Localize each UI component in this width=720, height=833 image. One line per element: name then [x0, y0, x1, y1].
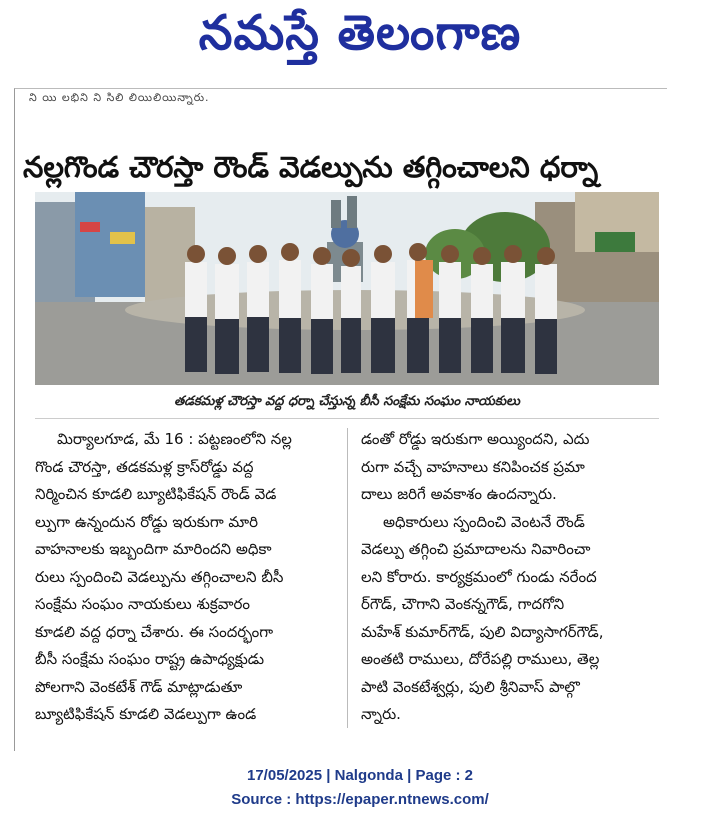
news-clipping — [14, 88, 667, 751]
column-line: రుగా వచ్చే వాహనాలు కనిపించక ప్రమా — [361, 457, 585, 476]
column-line: సంక్షేమ సంఘం నాయకులు శుక్రవారం — [35, 595, 250, 613]
article-body — [35, 426, 659, 746]
column-line: న్నారు. — [361, 705, 401, 723]
column-divider — [347, 428, 348, 728]
column-line: వాహనాలకు ఇబ్బందిగా మారిందని అధికా — [35, 540, 272, 558]
previous-article-fragment: ని యి లభిని ని సిలి లియిలియిన్నారు. — [29, 91, 210, 104]
article-photo — [35, 192, 659, 385]
newspaper-title: నమస్తే తెలంగాణ — [198, 5, 522, 61]
masthead — [0, 0, 720, 78]
column-line: ల్పుగా ఉన్నందున రోడ్డు ఇరుకుగా మారి — [35, 512, 258, 531]
column-line: అధికారులు స్పందించి వెంటనే రౌండ్ — [383, 512, 585, 531]
column-line: డంతో రోడ్డు ఇరుకుగా అయ్యిందని, ఎదు — [361, 430, 590, 448]
column-line: మిర్యాలగూడ, మే 16 : పట్టణంలోని నల్ల — [57, 430, 292, 448]
column-line: బీసీ సంక్షేమ సంఘం రాష్ట్ర ఉపాధ్యక్షుడు — [35, 650, 265, 668]
epaper-footer — [0, 764, 720, 812]
article-column-left — [35, 426, 333, 729]
column-line: పాటి వెంకటేశ్వర్లు, పులి శ్రీనివాస్ పాల్గొ — [361, 677, 580, 696]
column-line: వెడల్పు తగ్గించి ప్రమాదాలను నివారించా — [361, 540, 591, 558]
article-column-right — [361, 426, 659, 729]
source-link[interactable]: Source : https://epaper.ntnews.com/ — [231, 791, 489, 808]
column-line: పోలగాని వెంకటేశ్ గౌడ్ మాట్లాడుతూ — [35, 677, 243, 696]
column-line: మహేశ్ కుమార్‌గౌడ్, పులి విద్యాసాగర్‌గౌడ్, — [361, 622, 604, 641]
article-headline: నల్లగొండ చౌరస్తా రౌండ్ వెడల్పును తగ్గించాలని ధర్నా — [23, 150, 599, 184]
column-line: ర్‌గౌడ్, చౌగాని వెంకన్నగౌడ్, గాదగోని — [361, 595, 565, 613]
column-line: గొండ చౌరస్తా, తడకమళ్ల క్రాస్‌రోడ్డు వద్ద — [35, 457, 254, 476]
column-line: నిర్మించిన కూడలి బ్యూటిఫికేషన్ రౌండ్ వెడ — [35, 485, 277, 503]
column-line: లని కోరారు. కార్యక్రమంలో గుండు నరేంద — [361, 567, 597, 586]
column-line: దాలు జరిగే అవకాశం ఉందన్నారు. — [361, 485, 557, 503]
column-line: రులు స్పందించి వెడల్పును తగ్గించాలని బీసీ — [35, 567, 284, 586]
photo-caption: తడకమళ్ల చౌరస్తా వద్ద ధర్నా చేస్తున్న బీసీ సంక్షేమ సంఘం నాయకులు — [35, 388, 659, 419]
column-line: బ్యూటిఫికేషన్ కూడలి వెడల్పుగా ఉండ — [35, 705, 257, 723]
edition-info: 17/05/2025 | Nalgonda | Page : 2 — [247, 767, 473, 784]
column-line: కూడలి వద్ద ధర్నా చేశారు. ఈ సందర్భంగా — [35, 622, 274, 641]
column-line: అంతటి రాములు, దోరేపల్లి రాములు, తెల్ల — [361, 650, 600, 668]
protest-photo-illustration — [35, 192, 659, 385]
